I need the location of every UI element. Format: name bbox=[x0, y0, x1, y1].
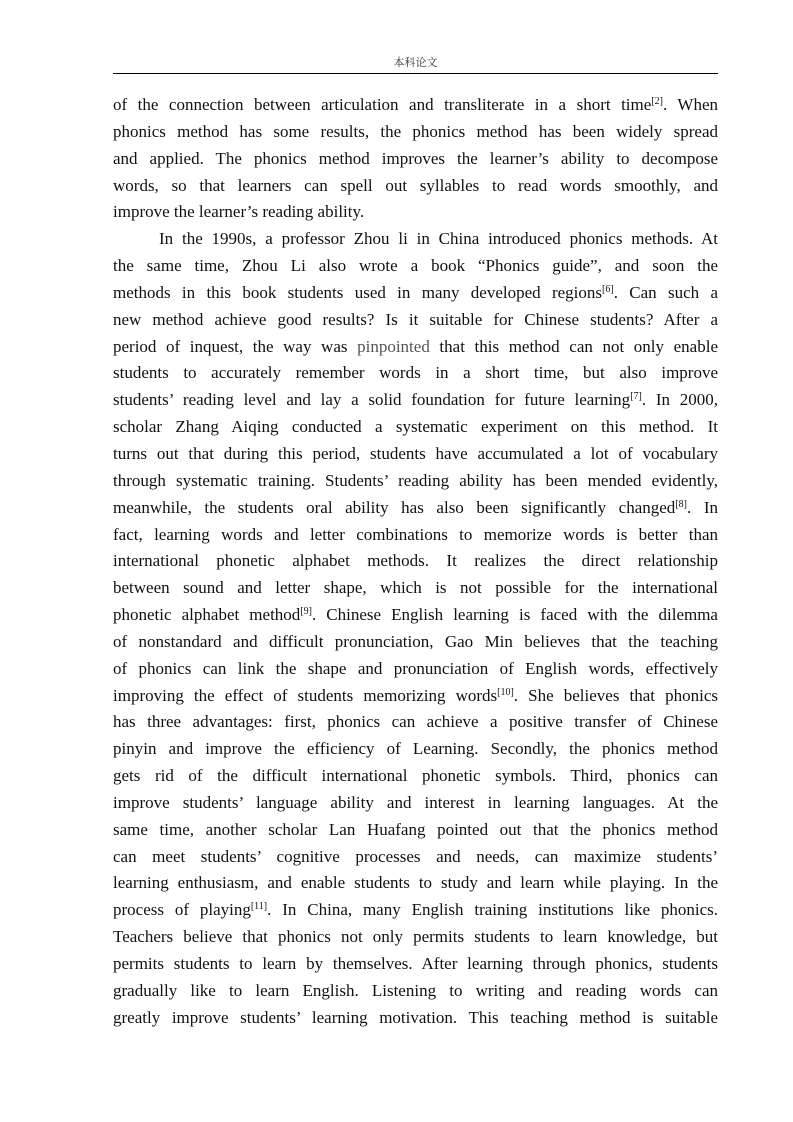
text-line: period of inquest, the way was pinpointed that this method can not only enable bbox=[113, 336, 718, 356]
text-line: the same time, Zhou Li also wrote a book “Phonics guide”, and soon the bbox=[113, 256, 718, 276]
text-line: learning enthusiasm, and enable students to study and learn while playing. In the bbox=[113, 873, 718, 893]
text-line: gradually like to learn English. Listening to writing and reading words can bbox=[113, 980, 718, 1000]
text-line: of phonics can link the shape and pronunciation of English words, effectively bbox=[113, 658, 718, 678]
text-line: through systematic training. Students’ reading ability has been mended evidently, bbox=[113, 470, 718, 490]
text-line: meanwhile, the students oral ability has also been significantly changed[8]. In bbox=[113, 497, 718, 517]
text-line: improve the learner’s reading ability. bbox=[113, 202, 365, 222]
citation: [8] bbox=[675, 498, 687, 510]
text-line: new method achieve good results? Is it suitable for Chinese students? After a bbox=[113, 309, 718, 329]
text-line: same time, another scholar Lan Huafang pointed out that the phonics method bbox=[113, 819, 718, 839]
page-header-title: 本科论文 bbox=[393, 56, 438, 69]
text-line: In the 1990s, a professor Zhou li in China introduced phonics methods. At bbox=[159, 229, 718, 249]
text-line: students’ reading level and lay a solid foundation for future learning[7]. In 2000, bbox=[113, 390, 718, 410]
paragraph bbox=[113, 226, 718, 1031]
citation: [9] bbox=[300, 606, 312, 618]
body-text bbox=[113, 92, 718, 1032]
text-line: improve students’ language ability and interest in learning languages. At the bbox=[113, 792, 718, 812]
text-line: students to accurately remember words in a short time, but also improve bbox=[113, 363, 718, 383]
citation: [7] bbox=[630, 391, 642, 403]
citation: [10] bbox=[497, 686, 514, 698]
text-line: phonetic alphabet method[9]. Chinese English learning is faced with the dilemma bbox=[113, 605, 718, 625]
text-line: turns out that during this period, students have accumulated a lot of vocabulary bbox=[113, 443, 718, 463]
highlighted-word: pinpointed bbox=[357, 336, 430, 356]
text-line: greatly improve students’ learning motivation. This teaching method is suitable bbox=[113, 1007, 718, 1027]
text-line: fact, learning words and letter combinations to memorize words is better than bbox=[113, 524, 718, 544]
text-line: of the connection between articulation and transliterate in a short time[2]. When bbox=[113, 95, 718, 114]
text-line: between sound and letter shape, which is not possible for the international bbox=[113, 578, 718, 598]
text-line: improving the effect of students memorizing words[10]. She believes that phonics bbox=[113, 685, 718, 705]
text-line: methods in this book students used in many developed regions[6]. Can such a bbox=[113, 282, 718, 302]
citation: [11] bbox=[250, 901, 268, 913]
header-divider bbox=[113, 73, 718, 74]
citation: [6] bbox=[602, 283, 614, 295]
text-line: can meet students’ cognitive processes and needs, can maximize students’ bbox=[113, 846, 718, 866]
paragraph bbox=[113, 92, 718, 226]
text-line: scholar Zhang Aiqing conducted a systematic experiment on this method. It bbox=[113, 417, 718, 437]
text-line: and applied. The phonics method improves the learner’s ability to decompose bbox=[113, 148, 718, 168]
text-line: international phonetic alphabet methods. It realizes the direct relationship bbox=[113, 551, 718, 571]
text-line: process of playing[11]. In China, many English training institutions like phonics. bbox=[113, 900, 718, 920]
text-line: has three advantages: first, phonics can achieve a positive transfer of Chinese bbox=[113, 712, 718, 732]
text-line: pinyin and improve the efficiency of Learning. Secondly, the phonics method bbox=[113, 739, 718, 759]
text-line: of nonstandard and difficult pronunciation, Gao Min believes that the teaching bbox=[113, 631, 718, 651]
text-line: gets rid of the difficult international phonetic symbols. Third, phonics can bbox=[113, 766, 718, 786]
text-line: Teachers believe that phonics not only permits students to learn knowledge, but bbox=[113, 927, 718, 947]
text-line: phonics method has some results, the phonics method has been widely spread bbox=[113, 121, 718, 141]
text-line: permits students to learn by themselves. After learning through phonics, students bbox=[113, 954, 718, 973]
text-line: words, so that learners can spell out syllables to read words smoothly, and bbox=[113, 175, 718, 195]
citation: [2] bbox=[651, 96, 663, 107]
